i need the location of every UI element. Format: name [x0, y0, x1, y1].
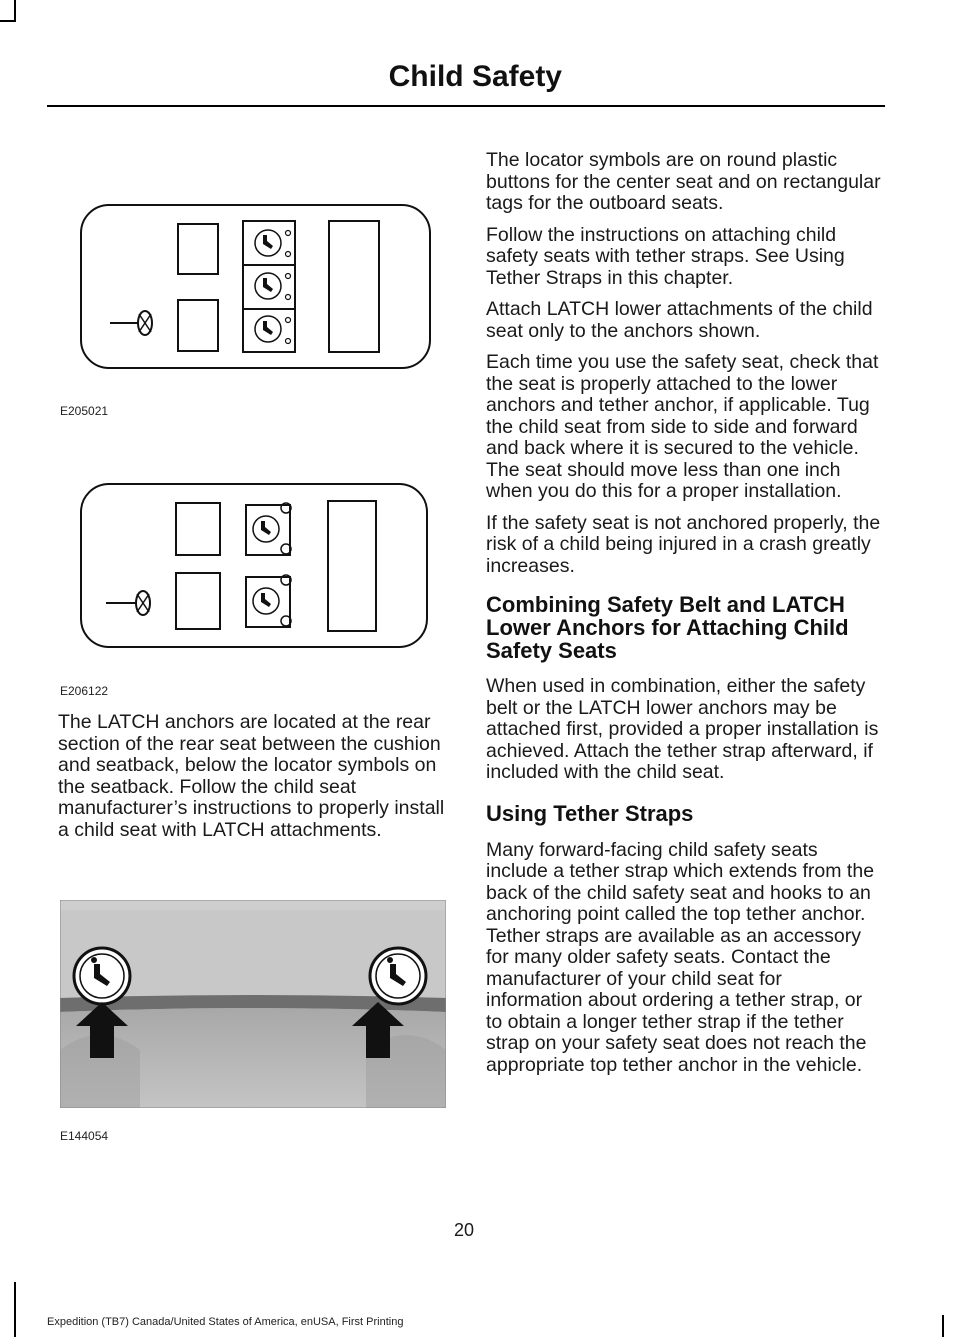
body-paragraph: If the safety seat is not anchored properly, the risk of a child being injured in a crash greatly increases. — [486, 511, 881, 577]
page-number: 20 — [453, 1220, 475, 1240]
footer-text: Expedition (TB7) Canada/United States of America, enUSA, First Printing — [47, 1316, 404, 1328]
child-seat-icon — [74, 948, 130, 1004]
section-heading: Using Tether Straps — [486, 800, 694, 826]
body-paragraph: Follow the instructions on attaching child safety seats with tether straps. See Using Tether Straps in this chapter. — [486, 223, 845, 289]
body-paragraph: When used in combination, either the safety belt or the LATCH lower anchors may be attached first, provided a proper installation is achieved. Attach the tether strap afterward, if included with the child seat. — [486, 675, 879, 783]
seat-diagram-2 — [80, 483, 430, 651]
header-rule — [47, 105, 885, 107]
seat-diagram-1 — [80, 204, 432, 372]
crop-mark — [14, 0, 16, 22]
body-paragraph: The locator symbols are on round plastic buttons for the center seat and on rectangular tags for the outboard seats. — [486, 149, 881, 214]
crop-mark — [0, 20, 16, 22]
figure-code: E205021 — [60, 404, 109, 418]
page-title: Child Safety — [388, 60, 562, 93]
latch-anchor-illustration — [60, 900, 446, 1108]
figure-code: E144054 — [60, 1129, 109, 1143]
figure-code: E206122 — [60, 684, 109, 698]
section-heading: Combining Safety Belt and LATCH Lower Anchors for Attaching Child Safety Seats — [486, 592, 849, 663]
body-paragraph: The LATCH anchors are located at the rear section of the rear seat between the cushion and seatback, below the locator symbols on the seatback. Follow the child seat manufacturer’s instructions to properly install a child seat with LATCH attachments. — [58, 711, 445, 841]
crop-mark — [942, 1315, 944, 1337]
body-paragraph: Each time you use the safety seat, check that the seat is properly attached to the lower anchors and tether anchor, if applicable. Tug the child seat from side to side and forward and back where it is secured to the vehicle. The seat should move less than one inch when you do this for a proper installation. — [486, 351, 879, 502]
body-paragraph: Many forward-facing child safety seats include a tether strap which extends from the back of the child safety seat and hooks to an anchoring point called the top tether anchor. Tether straps are available as an accessory for many older safety seats. Contact the manufacturer of your child seat for information about ordering a tether strap, or to obtain a longer tether strap if the tether strap on your safety seat does not reach the appropriate top tether anchor in the vehicle. — [486, 838, 875, 1076]
crop-mark — [14, 1282, 16, 1337]
body-paragraph: Attach LATCH lower attachments of the child seat only to the anchors shown. — [486, 298, 873, 342]
child-seat-icon — [370, 948, 426, 1004]
